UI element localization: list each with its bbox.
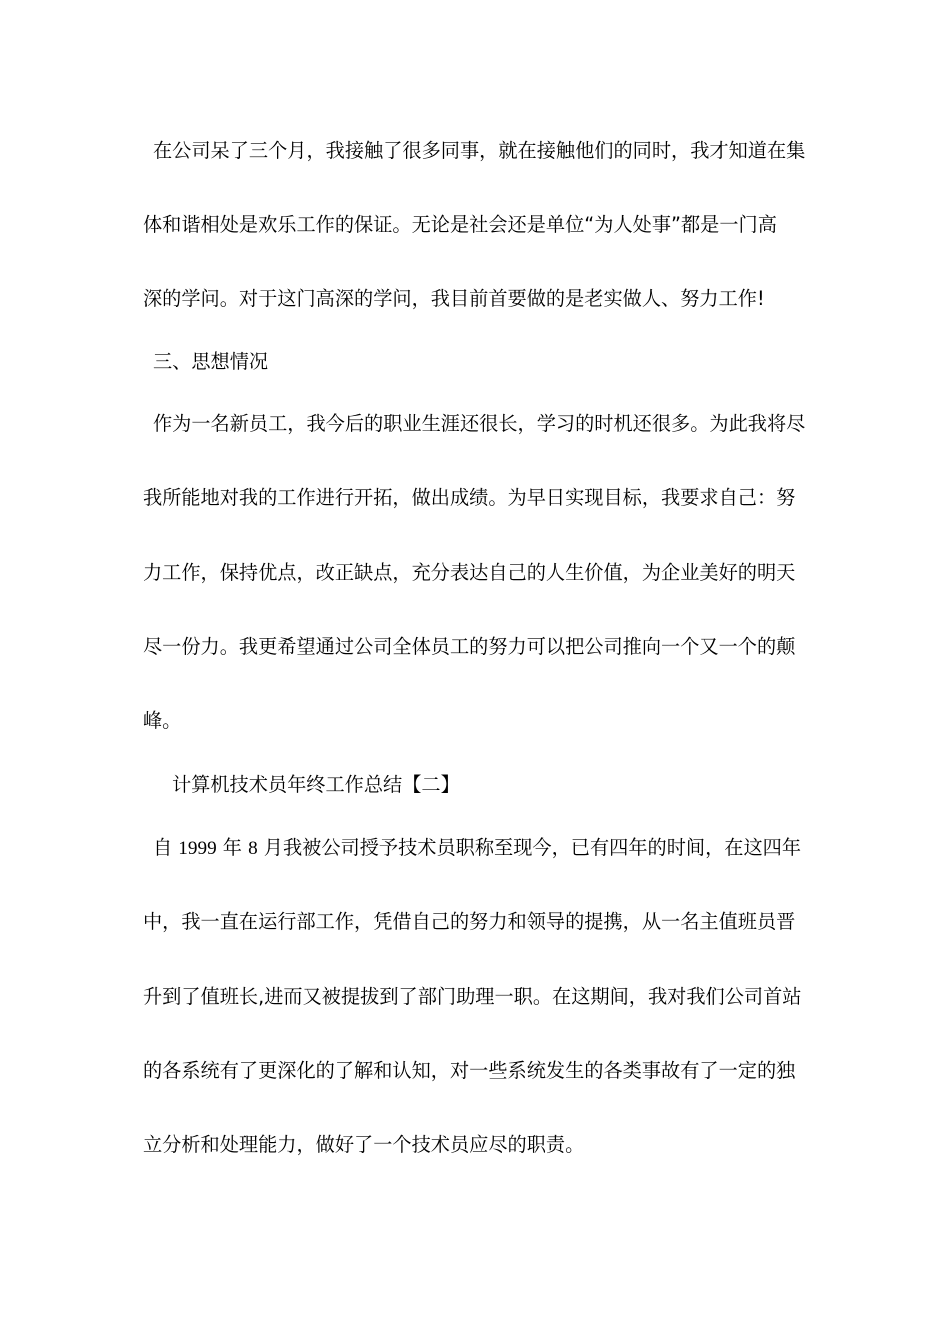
section-title: 计算机技术员年终工作总结【二】 <box>172 773 460 796</box>
paragraph-line: 尽一份力。我更希望通过公司全体员工的努力可以把公司推向一个又一个的颠 <box>143 635 796 658</box>
paragraph-line: 立分析和处理能力，做好了一个技术员应尽的职责。 <box>143 1133 585 1156</box>
paragraph-line <box>153 835 801 861</box>
year-number: 1999 <box>178 838 217 859</box>
month-number: 8 <box>248 838 258 859</box>
paragraph-line: 深的学问。对于这门高深的学问，我目前首要做的是老实做人、努力工作! <box>143 287 765 310</box>
paragraph-line: 中，我一直在运行部工作，凭借自己的努力和领导的提携，从一名主值班员晋 <box>143 910 796 933</box>
text-segment: 自 <box>153 836 179 859</box>
paragraph-line: 作为一名新员工，我今后的职业生涯还很长，学习的时机还很多。为此我将尽 <box>153 412 806 435</box>
paragraph-line: 峰。 <box>143 709 182 732</box>
paragraph-line: 在公司呆了三个月，我接触了很多同事，就在接触他们的同时，我才知道在集 <box>153 139 806 162</box>
text-segment: 年 <box>216 836 249 859</box>
section-heading: 三、思想情况 <box>153 350 269 373</box>
paragraph-line: 的各系统有了更深化的了解和认知，对一些系统发生的各类事故有了一定的独 <box>143 1059 796 1082</box>
paragraph-line: 力工作，保持优点，改正缺点，充分表达自己的人生价值，为企业美好的明天 <box>143 561 796 584</box>
paragraph-line: 升到了值班长,进而又被提拔到了部门助理一职。在这期间，我对我们公司首站 <box>143 985 802 1008</box>
text-segment: 月我被公司授予技术员职称至现今，已有四年的时间，在这四年 <box>257 836 802 859</box>
paragraph-line: 体和谐相处是欢乐工作的保证。无论是社会还是单位“为人处事”都是一门高 <box>143 213 777 236</box>
paragraph-line: 我所能地对我的工作进行开拓，做出成绩。为早日实现目标，我要求自己：努 <box>143 486 796 509</box>
